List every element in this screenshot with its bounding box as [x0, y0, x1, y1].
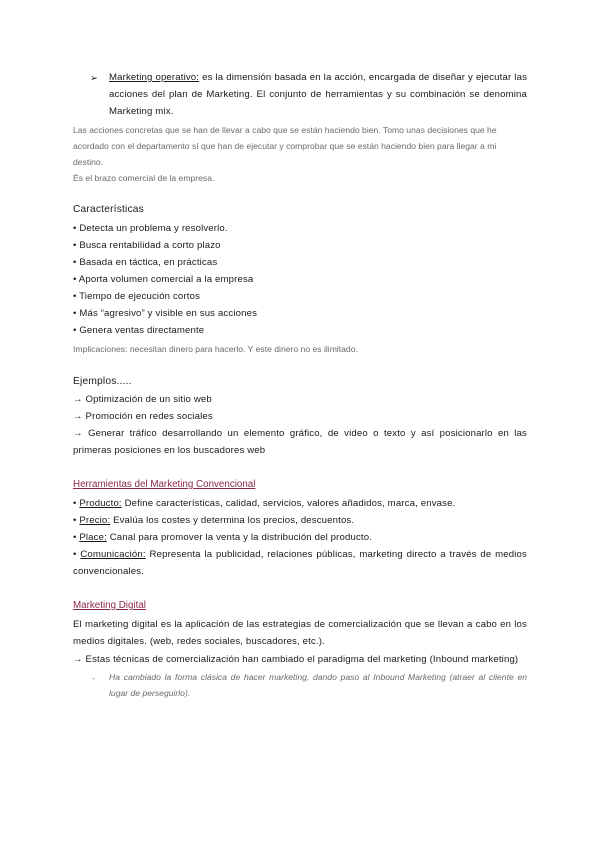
list-item: • Producto: Define características, calidad, servicios, valores añadidos, marca, envase.: [73, 498, 456, 509]
digital-title: Marketing Digital: [73, 600, 146, 611]
list-item: • Aporta volumen comercial a la empresa: [73, 274, 254, 285]
list-item: • Busca rentabilidad a corto plazo: [73, 240, 221, 251]
list-item: • Comunicación: Representa la publicidad, relaciones públicas, marketing directo a través de medios convencionales.: [73, 549, 527, 577]
digital-paragraph-1: El marketing digital es la aplicación de las estrategias de comercialización que se llevan a cabo en los medios digitales. (web, redes sociales, buscadores, etc.).: [73, 619, 527, 647]
operativo-text: es la dimensión basada en la acción, encargada de diseñar y ejecutar las acciones del plan de Marketing. El conjunto de herramientas y su combinación se denomina Marketing mix.: [109, 72, 528, 117]
list-item: • Place: Canal para promover la venta y la distribución del producto.: [73, 532, 373, 543]
list-item: • Tiempo de ejecución cortos: [73, 291, 201, 302]
herramientas-title: Herramientas del Marketing Convencional: [73, 479, 256, 490]
caracteristicas-list: [73, 220, 527, 339]
digital-subitem: Ha cambiado la forma clásica de hacer marketing, dando paso al Inbound Marketing (atraer al cliente en lugar de perseguirlo).: [109, 672, 527, 698]
list-item: • Precio: Evalúa los costes y determina los precios, descuentos.: [73, 515, 355, 526]
list-item: → Promoción en redes sociales: [73, 411, 213, 422]
arrow-bullet-icon: ➢: [90, 73, 99, 84]
list-item: • Detecta un problema y resolverlo.: [73, 223, 228, 234]
list-item: → Optimización de un sitio web: [73, 394, 212, 405]
dash-bullet: -: [92, 673, 95, 683]
list-item: • Basada en táctica, en prácticas: [73, 257, 218, 268]
list-item: → Generar tráfico desarrollando un elemento gráfico, de video o texto y así posicionarlo en las primeras posiciones en los buscadores web: [73, 428, 527, 456]
operativo-note-2: És el brazo comercial de la empresa.: [73, 173, 215, 183]
digital-paragraph-2: → Estas técnicas de comercialización han cambiado el paradigma del marketing (Inbound marketing): [73, 654, 519, 665]
caracteristicas-title: Características: [73, 204, 144, 215]
list-item: • Más “agresivo” y visible en sus acciones: [73, 308, 258, 319]
operativo-term: Marketing operativo:: [109, 72, 200, 83]
implicaciones-note: Implicaciones: necesitan dinero para hacerlo. Y este dinero no es ilimitado.: [73, 344, 358, 354]
list-item: • Genera ventas directamente: [73, 325, 205, 336]
operativo-paragraph: [109, 69, 527, 120]
operativo-note-1: Las acciones concretas que se han de llevar a cabo que se están haciendo bien. Tomo unas decisiones que he acordado con el departamento sí que han de ejecutar y comprobar que se están haciendo bien para llegar a mi destino.: [73, 125, 497, 167]
ejemplos-title: Ejemplos.....: [73, 376, 132, 387]
ejemplos-list: [73, 391, 527, 459]
herramientas-list: [73, 495, 527, 580]
